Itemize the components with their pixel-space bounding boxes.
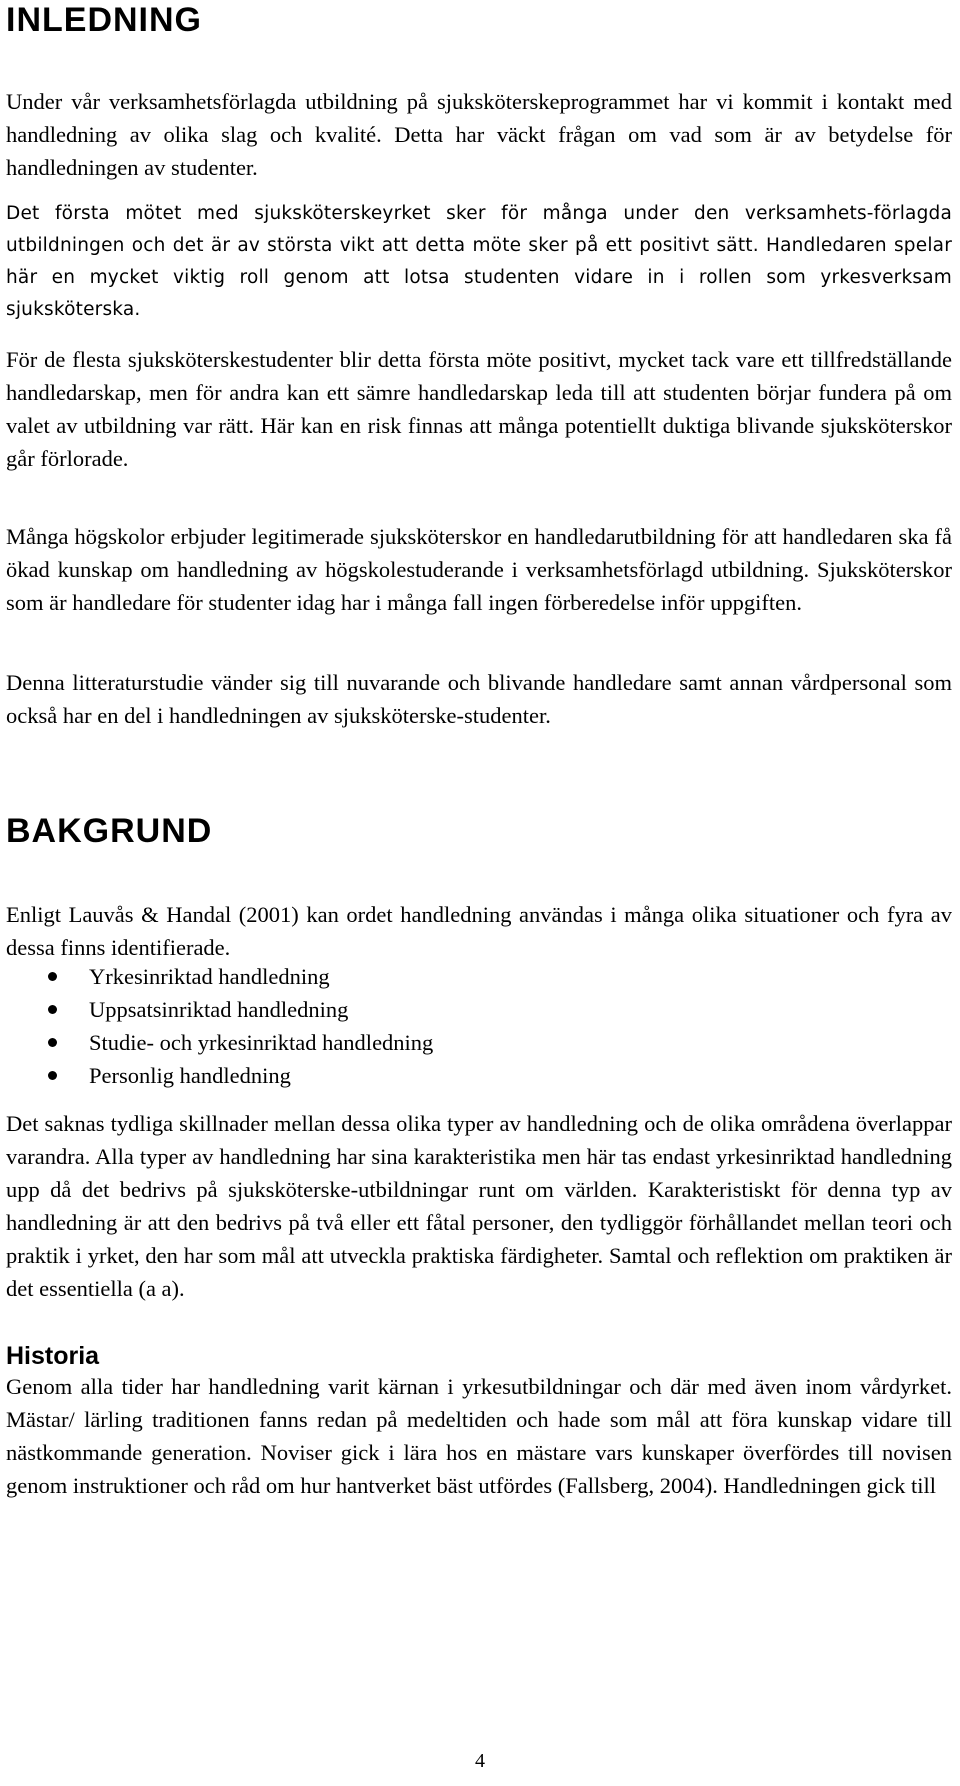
- paragraph-historia: Genom alla tider har handledning varit kärnan i yrkesutbildningar och där med även inom vårdyrket. Mästar/ lärling traditionen fanns redan på medeltiden och hade som mål att föra kunskap vidare till nästkommande generation. Noviser gick i lära hos en mästare vars kunskaper överfördes till novisen genom instruktioner och råd om hur hantverket bäst utfördes (Fallsberg, 2004). Handledningen gick till: [6, 1374, 952, 1498]
- paragraph-inledning-3: För de flesta sjuksköterskestudenter blir detta första möte positivt, mycket tack vare ett tillfredställande handledarskap, men för andra kan ett sämre handledarskap leda till att studenten börjar fundera på om valet av utbildning var rätt. Här kan en risk finnas att många potentiellt duktiga blivande sjuksköterskor går förlorade.: [6, 347, 952, 471]
- list-item: Uppsatsinriktad handledning: [6, 993, 433, 1026]
- bullet-icon: [48, 1005, 57, 1014]
- handledning-types-list: [6, 960, 433, 1092]
- page-number: 4: [475, 1750, 485, 1772]
- heading-inledning: INLEDNING: [6, 1, 202, 39]
- list-item: Studie- och yrkesinriktad handledning: [6, 1026, 433, 1059]
- paragraph-inledning-4: Många högskolor erbjuder legitimerade sjuksköterskor en handledarutbildning för att handledaren ska få ökad kunskap om handledning av högskolestuderande i verksamhetsförlagd utbildning. Sjuksköterskor som är handledare för studenter idag har i många fall ingen förberedelse inför uppgiften.: [6, 524, 952, 615]
- heading-historia: Historia: [6, 1342, 100, 1370]
- list-item: Yrkesinriktad handledning: [6, 960, 433, 993]
- paragraph-inledning-5: Denna litteraturstudie vänder sig till nuvarande och blivande handledare samt annan vårdpersonal som också har en del i handledningen av sjuksköterske-studenter.: [6, 670, 952, 728]
- paragraph-inledning-1: Under vår verksamhetsförlagda utbildning på sjuksköterskeprogrammet har vi kommit i kontakt med handledning av olika slag och kvalité. Detta har väckt frågan om vad som är av betydelse för handledningen av studenter.: [6, 89, 952, 180]
- bullet-icon: [48, 972, 57, 981]
- list-item: Personlig handledning: [6, 1059, 433, 1092]
- bullet-icon: [48, 1071, 57, 1080]
- paragraph-bakgrund-types: Det saknas tydliga skillnader mellan dessa olika typer av handledning och de olika områdena överlappar varandra. Alla typer av handledning har sina karakteristika men här tas endast yrkesinriktad handledning upp då det bedrivs på sjuksköterske-utbildningar runt om världen. Karakteristiskt för denna typ av handledning är att den bedrivs på två eller ett fåtal personer, den tydliggör förhållandet mellan teori och praktik i yrket, den har som mål att utveckla praktiska färdigheter. Samtal och reflektion om praktiken är det essentiella (a a).: [6, 1111, 952, 1301]
- heading-bakgrund: BAKGRUND: [6, 812, 213, 850]
- paragraph-inledning-2: Det första mötet med sjuksköterskeyrket sker för många under den verksamhets-förlagda utbildningen och det är av största vikt att detta möte sker på ett positivt sätt. Handledaren spelar här en mycket viktig roll genom att lotsa studenten vidare in i rollen som yrkesverksam sjuksköterska.: [6, 203, 952, 320]
- bullet-icon: [48, 1038, 57, 1047]
- paragraph-bakgrund-intro: Enligt Lauvås & Handal (2001) kan ordet handledning användas i många olika situationer och fyra av dessa finns identifierade.: [6, 902, 952, 960]
